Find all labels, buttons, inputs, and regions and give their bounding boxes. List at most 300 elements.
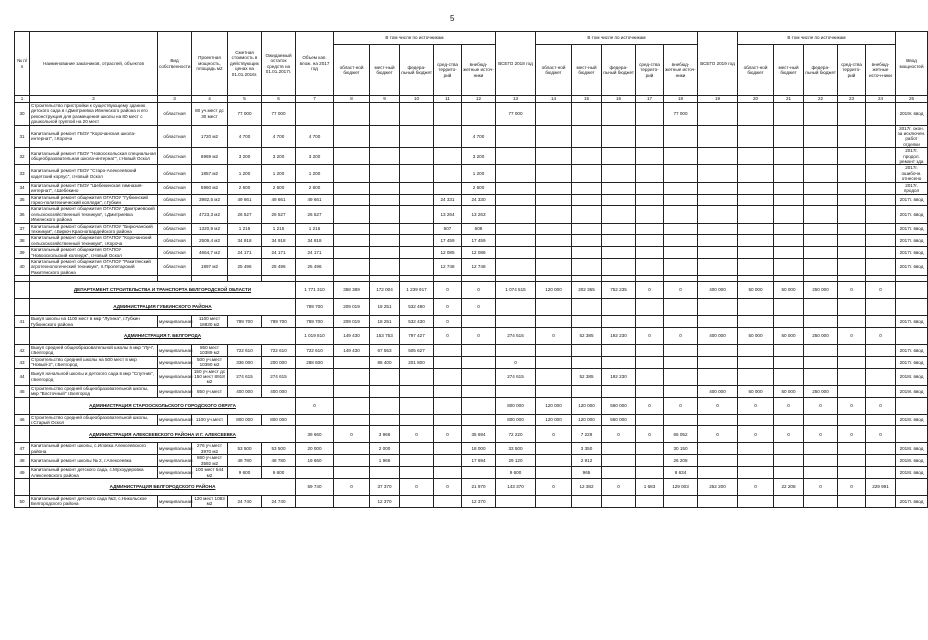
- table-cell: [866, 316, 896, 328]
- table-cell: [462, 414, 496, 426]
- table-cell: 4664,7 м2: [192, 247, 228, 259]
- table-cell: [572, 182, 602, 194]
- table-cell: [698, 316, 738, 328]
- section-total-cell: 0: [804, 478, 838, 495]
- table-cell: [334, 247, 370, 259]
- table-cell: [602, 258, 636, 275]
- column-number-cell: 15: [572, 96, 602, 103]
- table-row: [15, 103, 928, 126]
- section-total-cell: 0: [434, 478, 462, 495]
- section-total-cell: 21 970: [462, 478, 496, 495]
- table-cell: [572, 206, 602, 223]
- table-cell: областная: [158, 125, 192, 148]
- table-cell: [804, 125, 838, 148]
- section-total-cell: 0: [698, 426, 738, 443]
- object-name-cell: Строительство средней школы на 500 мест в мкр "Новый-2", г.Белгород: [30, 356, 158, 368]
- table-cell: 1 200: [462, 165, 496, 182]
- column-number-cell: 14: [536, 96, 572, 103]
- table-cell: [496, 148, 536, 165]
- table-cell: [804, 455, 838, 467]
- section-total-cell: 0: [636, 282, 664, 299]
- table-cell: [804, 414, 838, 426]
- table-cell: [804, 223, 838, 235]
- section-total-cell: 400 000: [698, 328, 738, 345]
- table-cell: 1 200: [262, 165, 296, 182]
- table-cell: [536, 368, 572, 385]
- section-row: [15, 478, 928, 495]
- table-cell: 48 780: [262, 455, 296, 467]
- table-cell: 201 800: [400, 356, 434, 368]
- src-territory: сред-ства террито-рий: [838, 45, 866, 96]
- src-territory: сред-ства террито-рий: [636, 45, 664, 96]
- table-cell: [636, 356, 664, 368]
- table-cell: 5950 м2: [192, 182, 228, 194]
- section-total-cell: 0: [664, 397, 698, 414]
- table-cell: 2019г. ввод: [896, 103, 928, 126]
- column-number-cell: 9: [370, 96, 400, 103]
- table-cell: [804, 495, 838, 507]
- table-cell: [370, 247, 400, 259]
- table-row: [15, 258, 928, 275]
- table-cell: 9 600: [496, 467, 536, 479]
- table-cell: [664, 368, 698, 385]
- table-cell: 47: [15, 443, 30, 455]
- table-cell: 26 208: [664, 455, 698, 467]
- section-row: [15, 299, 928, 316]
- table-cell: [698, 125, 738, 148]
- table-cell: [536, 148, 572, 165]
- table-cell: [664, 165, 698, 182]
- section-total-cell: [434, 397, 462, 414]
- col-commission: Ввод мощностей: [896, 32, 928, 96]
- table-cell: [698, 356, 738, 368]
- table-cell: [774, 414, 804, 426]
- object-name-cell: Капитальный ремонт общежития ОГАПОУ "Губкинский горно-политехнический колледж", г.Губкин: [30, 194, 158, 206]
- table-cell: [15, 328, 30, 345]
- table-cell: [738, 316, 774, 328]
- table-row: [15, 385, 928, 397]
- table-cell: [572, 258, 602, 275]
- table-cell: [572, 165, 602, 182]
- table-cell: 3 200: [262, 148, 296, 165]
- table-cell: [536, 206, 572, 223]
- table-cell: [664, 223, 698, 235]
- table-cell: 26 527: [228, 206, 262, 223]
- table-cell: [838, 356, 866, 368]
- column-number-cell: 3: [158, 96, 192, 103]
- table-cell: 1897 м2: [192, 258, 228, 275]
- table-cell: 1 215: [228, 223, 262, 235]
- table-cell: 800 000: [496, 414, 536, 426]
- table-cell: 3 350: [572, 443, 602, 455]
- table-cell: [296, 385, 334, 397]
- section-total-cell: [496, 299, 536, 316]
- table-cell: [462, 356, 496, 368]
- src-extra: внебюд-жетные источ-ники: [462, 45, 496, 96]
- section-total-cell: [462, 397, 496, 414]
- table-cell: [434, 356, 462, 368]
- section-total-cell: 59 740: [296, 478, 334, 495]
- section-total-cell: 0: [462, 282, 496, 299]
- table-cell: [400, 165, 434, 182]
- col-total-2018: ВСЕГО 2018 год: [496, 32, 536, 96]
- table-cell: 50 000: [774, 385, 804, 397]
- table-cell: [804, 467, 838, 479]
- table-cell: 9 600: [228, 467, 262, 479]
- object-name-cell: Капитальный ремонт детского сада №3, с.Никольское Белгородского района: [30, 495, 158, 507]
- table-cell: 17 459: [462, 235, 496, 247]
- table-cell: [602, 467, 636, 479]
- table-cell: [866, 495, 896, 507]
- column-number-cell: 18: [664, 96, 698, 103]
- table-cell: [804, 356, 838, 368]
- table-cell: [602, 194, 636, 206]
- section-total-cell: 0: [664, 328, 698, 345]
- table-cell: 120 мест 1083 м2: [192, 495, 228, 507]
- table-cell: [866, 443, 896, 455]
- table-cell: муниципальная: [158, 495, 192, 507]
- table-cell: [738, 148, 774, 165]
- table-cell: [602, 182, 636, 194]
- section-total-cell: 0: [636, 397, 664, 414]
- table-cell: 49 661: [262, 194, 296, 206]
- table-cell: [774, 148, 804, 165]
- table-row: [15, 223, 928, 235]
- section-total-cell: [866, 299, 896, 316]
- table-cell: 607: [434, 223, 462, 235]
- section-total-cell: 0: [434, 299, 462, 316]
- section-total-cell: [698, 299, 738, 316]
- table-row: [15, 356, 928, 368]
- table-cell: [838, 125, 866, 148]
- table-cell: 32: [15, 148, 30, 165]
- table-cell: [636, 235, 664, 247]
- table-cell: 52 385: [572, 368, 602, 385]
- table-cell: [804, 443, 838, 455]
- table-cell: [370, 414, 400, 426]
- table-cell: 60 000: [738, 385, 774, 397]
- object-name-cell: Капитальный ремонт ГБОУ "Шебекинская гимназия-интернат", г.Шебекино: [30, 182, 158, 194]
- table-cell: [370, 385, 400, 397]
- table-cell: [572, 495, 602, 507]
- table-cell: 1 966: [370, 455, 400, 467]
- table-cell: [602, 247, 636, 259]
- table-cell: [774, 258, 804, 275]
- table-cell: 1 215: [296, 223, 334, 235]
- column-number-cell: 10: [400, 96, 434, 103]
- table-cell: 3982,5 м2: [192, 194, 228, 206]
- table-cell: 274 615: [228, 368, 262, 385]
- table-cell: 12 748: [462, 258, 496, 275]
- table-cell: [572, 194, 602, 206]
- table-cell: 2 000: [370, 443, 400, 455]
- table-cell: [334, 467, 370, 479]
- section-total-cell: 1 683: [636, 478, 664, 495]
- table-cell: 2 600: [228, 182, 262, 194]
- table-cell: [664, 206, 698, 223]
- table-cell: 789 700: [228, 316, 262, 328]
- table-cell: [774, 345, 804, 357]
- table-cell: [664, 258, 698, 275]
- table-row: [15, 182, 928, 194]
- section-total-cell: 52 385: [572, 328, 602, 345]
- table-cell: 24 171: [296, 247, 334, 259]
- table-cell: 2017г. ввод: [896, 258, 928, 275]
- table-cell: 8 634: [664, 467, 698, 479]
- table-cell: [334, 414, 370, 426]
- table-cell: [738, 206, 774, 223]
- table-cell: [896, 299, 928, 316]
- table-cell: [496, 165, 536, 182]
- table-cell: областная: [158, 235, 192, 247]
- section-total-cell: 0: [698, 397, 738, 414]
- table-cell: [664, 235, 698, 247]
- table-cell: 48 780: [228, 455, 262, 467]
- table-cell: [572, 235, 602, 247]
- table-cell: [636, 368, 664, 385]
- object-name-cell: Капитальный ремонт ГБОУ "Корочанская школа-интернат", г.Короча: [30, 125, 158, 148]
- table-cell: [296, 368, 334, 385]
- table-cell: [838, 443, 866, 455]
- table-cell: [536, 455, 572, 467]
- table-cell: 24 740: [228, 495, 262, 507]
- table-cell: [462, 316, 496, 328]
- table-cell: 77 000: [228, 103, 262, 126]
- table-row: [15, 206, 928, 223]
- table-cell: [838, 194, 866, 206]
- table-cell: [804, 316, 838, 328]
- section-total-cell: 129 003: [664, 478, 698, 495]
- section-title: АДМИНИСТРАЦИЯ АЛЕКСЕЕВСКОГО РАЙОНА И Г. АЛЕКСЕЕВКА: [30, 426, 296, 443]
- section-total-cell: 50 000: [774, 328, 804, 345]
- table-cell: [536, 495, 572, 507]
- src-regional: област-ной бюджет: [738, 45, 774, 96]
- table-cell: [602, 385, 636, 397]
- page-number: 5: [450, 14, 455, 23]
- section-total-cell: 0: [400, 426, 434, 443]
- table-cell: 49 661: [228, 194, 262, 206]
- table-cell: 80 уч.мест дс 30 мест: [192, 103, 228, 126]
- table-cell: [738, 194, 774, 206]
- table-cell: областная: [158, 258, 192, 275]
- table-cell: [334, 455, 370, 467]
- table-cell: 25 496: [296, 258, 334, 275]
- section-total-cell: 50 000: [738, 282, 774, 299]
- table-cell: 13 263: [462, 206, 496, 223]
- section-total-cell: 3 966: [370, 426, 400, 443]
- table-cell: 48: [15, 455, 30, 467]
- table-cell: 2 912: [572, 455, 602, 467]
- table-cell: [774, 467, 804, 479]
- table-cell: 30: [15, 103, 30, 126]
- table-cell: [536, 194, 572, 206]
- table-cell: [698, 194, 738, 206]
- section-total-cell: 0: [400, 478, 434, 495]
- table-cell: [866, 247, 896, 259]
- table-cell: [400, 443, 434, 455]
- table-cell: [370, 223, 400, 235]
- column-number-cell: 21: [774, 96, 804, 103]
- table-cell: [664, 182, 698, 194]
- section-total-cell: 0: [434, 328, 462, 345]
- table-cell: 17 694: [462, 455, 496, 467]
- section-total-cell: 0: [838, 478, 866, 495]
- table-cell: 12 086: [462, 247, 496, 259]
- table-cell: [774, 206, 804, 223]
- table-cell: 850 уч.мест: [192, 385, 228, 397]
- table-cell: [496, 223, 536, 235]
- table-cell: [664, 316, 698, 328]
- table-cell: 2 600: [462, 182, 496, 194]
- table-cell: [866, 368, 896, 385]
- table-cell: [636, 467, 664, 479]
- table-cell: [866, 235, 896, 247]
- table-cell: [804, 258, 838, 275]
- table-cell: [400, 125, 434, 148]
- table-cell: [370, 467, 400, 479]
- table-cell: [602, 495, 636, 507]
- table-cell: [370, 206, 400, 223]
- table-cell: [698, 223, 738, 235]
- section-total-cell: 1 771 310: [296, 282, 334, 299]
- column-number-cell: 4: [192, 96, 228, 103]
- section-total-cell: 0: [738, 397, 774, 414]
- table-cell: [536, 356, 572, 368]
- col-kind: Вид собственности: [158, 32, 192, 96]
- table-cell: 1 200: [296, 165, 334, 182]
- table-cell: 0: [434, 316, 462, 328]
- section-title: АДМИНИСТРАЦИЯ СТАРООСКОЛЬСКОГО ГОРОДСКОГО ОКРУГА: [30, 397, 296, 414]
- table-cell: [774, 455, 804, 467]
- table-cell: [838, 495, 866, 507]
- section-total-cell: 18 251: [370, 299, 400, 316]
- table-row: [15, 316, 928, 328]
- src-regional: област-ной бюджет: [334, 45, 370, 96]
- table-cell: 34 918: [296, 235, 334, 247]
- table-cell: [738, 368, 774, 385]
- section-total-cell: 0: [462, 299, 496, 316]
- column-number-cell: 20: [738, 96, 774, 103]
- table-cell: 4723,3 м2: [192, 206, 228, 223]
- table-cell: 100 мест 544 м2: [192, 467, 228, 479]
- table-cell: [774, 223, 804, 235]
- table-cell: 49: [15, 467, 30, 479]
- table-cell: 789 700: [296, 316, 334, 328]
- table-cell: [496, 247, 536, 259]
- table-cell: [698, 148, 738, 165]
- table-cell: [400, 223, 434, 235]
- section-total-cell: 35 694: [462, 426, 496, 443]
- table-cell: [370, 258, 400, 275]
- table-cell: [738, 495, 774, 507]
- table-cell: [536, 345, 572, 357]
- column-number-cell: 16: [602, 96, 636, 103]
- table-cell: 1100 мест 18830 м2: [192, 316, 228, 328]
- src-federal: федера-льный бюджет: [400, 45, 434, 96]
- table-cell: областная: [158, 206, 192, 223]
- table-cell: [838, 235, 866, 247]
- table-cell: [536, 247, 572, 259]
- table-cell: 1720 м2: [192, 125, 228, 148]
- table-cell: [838, 414, 866, 426]
- table-cell: [866, 345, 896, 357]
- table-cell: [434, 467, 462, 479]
- table-cell: 34 918: [262, 235, 296, 247]
- table-cell: [434, 455, 462, 467]
- table-cell: [664, 385, 698, 397]
- table-cell: [572, 103, 602, 126]
- table-row: [15, 165, 928, 182]
- table-cell: 2017г. ввод: [896, 247, 928, 259]
- section-total-cell: 797 427: [400, 328, 434, 345]
- section-total-cell: [664, 299, 698, 316]
- table-cell: [774, 125, 804, 148]
- section-title: АДМИНИСТРАЦИЯ БЕЛГОРОДСКОГО РАЙОНА: [30, 478, 296, 495]
- section-total-cell: 800 000: [496, 397, 536, 414]
- table-cell: [664, 125, 698, 148]
- table-cell: 860 уч.мест 3592 м2: [192, 455, 228, 467]
- table-cell: [400, 455, 434, 467]
- table-cell: [698, 414, 738, 426]
- section-total-cell: [370, 397, 400, 414]
- table-cell: 2018г. ввод: [896, 368, 928, 385]
- section-total-cell: 0: [636, 328, 664, 345]
- table-cell: 33: [15, 165, 30, 182]
- table-cell: [462, 345, 496, 357]
- table-cell: 45: [15, 385, 30, 397]
- table-cell: 30 150: [664, 443, 698, 455]
- table-cell: 2 600: [262, 182, 296, 194]
- table-cell: 2017г. продол: [896, 182, 928, 194]
- section-total-cell: 0: [664, 282, 698, 299]
- table-cell: [838, 385, 866, 397]
- col-capacity: Проектная мощность, площадь м2: [192, 32, 228, 96]
- table-cell: [738, 414, 774, 426]
- table-cell: [496, 206, 536, 223]
- table-cell: [536, 235, 572, 247]
- table-cell: [698, 206, 738, 223]
- section-total-cell: 274 615: [496, 328, 536, 345]
- table-cell: 722 610: [262, 345, 296, 357]
- table-row: [15, 247, 928, 259]
- section-total-cell: 12 382: [572, 478, 602, 495]
- section-row: [15, 328, 928, 345]
- object-name-cell: Капитальный ремонт школы № 2, г.Алексеевка: [30, 455, 158, 467]
- table-cell: [370, 182, 400, 194]
- table-cell: [400, 385, 434, 397]
- table-cell: 150 уч.мест дс 150 мест 8918 м2: [192, 368, 228, 385]
- table-cell: [370, 125, 400, 148]
- table-cell: 12 085: [434, 247, 462, 259]
- table-cell: [804, 194, 838, 206]
- table-cell: [636, 316, 664, 328]
- table-row: [15, 467, 928, 479]
- table-cell: 44: [15, 368, 30, 385]
- table-cell: [738, 125, 774, 148]
- object-name-cell: Капитальный ремонт общежития ОГАПОУ "Бирючанский техникум", г.Бирюч Красногвардейского района: [30, 223, 158, 235]
- table-row: [15, 148, 928, 165]
- table-cell: [738, 443, 774, 455]
- table-cell: 24 171: [262, 247, 296, 259]
- section-total-cell: 7 229: [572, 426, 602, 443]
- section-total-cell: 789 700: [296, 299, 334, 316]
- table-cell: 53 500: [228, 443, 262, 455]
- table-cell: [804, 235, 838, 247]
- section-total-cell: 250 000: [804, 282, 838, 299]
- table-cell: [334, 368, 370, 385]
- table-cell: [462, 467, 496, 479]
- section-total-cell: 209 019: [334, 299, 370, 316]
